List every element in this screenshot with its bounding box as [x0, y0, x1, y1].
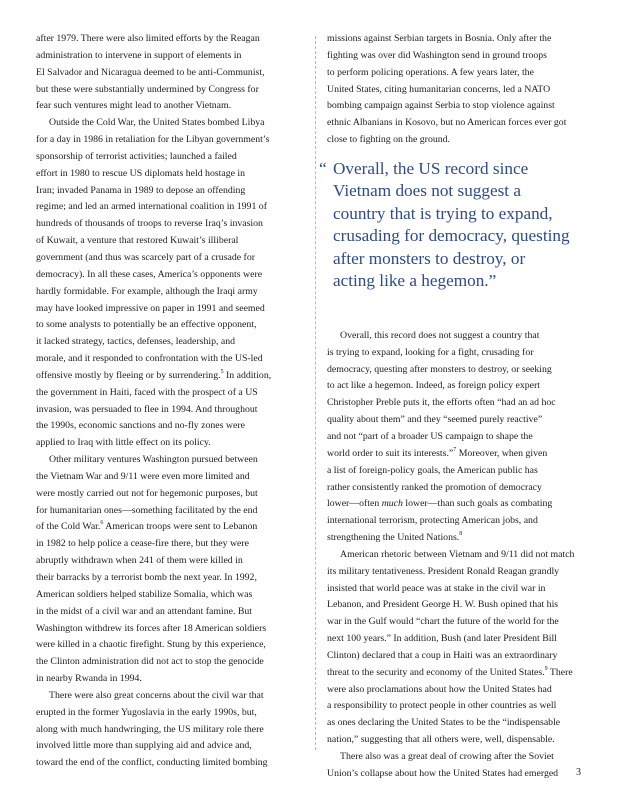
pull-quote-text	[327, 158, 584, 293]
text-line: morale, and it responded to confrontation with the US-led	[36, 353, 263, 365]
footnote-marker: 7	[453, 446, 457, 453]
pull-quote-line: Overall, the US record since	[333, 158, 529, 178]
text-line: to perform policing operations. A few years later, the	[327, 66, 534, 78]
text-line: after 1979. There were also limited efforts by the Reagan	[36, 33, 260, 44]
pull-quote-line: after monsters to destroy, or	[333, 248, 526, 268]
footnote-marker: 5	[220, 368, 224, 375]
text-line: were killed in a chaotic firefight. Stung by this experience,	[36, 639, 266, 651]
text-line: in nearby Rwanda in 1994.	[36, 673, 142, 685]
right-column	[319, 31, 584, 783]
text-line: Washington withdrew its forces after 18 American soldiers	[36, 622, 267, 634]
text-line: sponsorship of terrorist activities; launched a failed	[36, 150, 237, 162]
text-line: nation,” suggesting that all others were, well, dispensable.	[327, 734, 555, 746]
text-line: to act like a hegemon. Indeed, as foreign policy expert	[327, 380, 541, 392]
paragraph	[327, 547, 584, 749]
text-line: insisted that world peace was at stake in the civil war in	[327, 582, 546, 594]
text-line: toward the end of the conflict, conducting limited bombing	[36, 757, 268, 769]
text-line: fighting was over did Washington send in ground troops	[327, 49, 547, 61]
text-line: and not “part of a broader US campaign to shape the	[327, 430, 533, 442]
text-line: may have looked impressive on paper in 1991 and seemed	[36, 302, 265, 314]
text-line: were mostly carried out not for hegemonic purposes, but	[36, 487, 258, 499]
pull-quote	[319, 158, 584, 293]
text-line: the Vietnam War and 9/11 were even more limited and	[36, 470, 250, 482]
text-line: democracy). In all these cases, America’s opponents were	[36, 268, 263, 280]
paragraph	[327, 749, 584, 783]
right-column-bottom-text	[327, 328, 584, 783]
text-line: is trying to expand, looking for a fight, crusading for	[327, 346, 534, 358]
text-line: the government in Haiti, faced with the prospect of a US	[36, 386, 258, 398]
text-line: along with much handwringing, the US military role there	[36, 723, 264, 735]
text-line: There also was a great deal of crowing after the Soviet	[340, 751, 554, 762]
text-line: it lacked strategy, tactics, defenses, leadership, and	[36, 336, 236, 348]
text-line: threat to the security and economy of the United States.$^9$ There	[327, 665, 573, 678]
left-column	[36, 31, 304, 772]
pull-quote-line: crusading for democracy, questing	[333, 226, 570, 246]
text-line: erupted in the former Yugoslavia in the early 1990s, but,	[36, 706, 257, 718]
footnote-marker: 6	[100, 520, 104, 527]
text-line: missions against Serbian targets in Bosnia. Only after the	[327, 33, 552, 44]
text-line: effort in 1980 to rescue US diplomats held hostage in	[36, 167, 246, 179]
text-line: invasion, was persuaded to flee in 1994. And throughout	[36, 403, 258, 415]
text-line: of the Cold War.$^6$ American troops were sent to Lebanon	[36, 520, 258, 533]
pull-quote-open-mark: “	[319, 158, 327, 178]
paragraph	[36, 688, 304, 772]
text-line: Iran; invaded Panama in 1989 to depose an offending	[36, 184, 246, 196]
text-line: but these were substantially undermined by Congress for	[36, 83, 259, 95]
page-number: 3	[576, 767, 581, 778]
text-line: strengthening the United Nations.$^8$	[327, 530, 463, 544]
emphasis: much	[381, 498, 403, 510]
paragraph	[327, 328, 584, 547]
text-line: next 100 years.” In addition, Bush (and later President Bill	[327, 633, 557, 645]
text-line: in 1982 to help police a cease-fire there, but they were	[36, 538, 249, 550]
text-line: to some analysts to potentially be an effective opponent,	[36, 319, 257, 331]
text-line: in the midst of a civil war and an attendant famine. But	[36, 605, 253, 617]
text-line: a list of foreign-policy goals, the American public has	[327, 464, 538, 476]
pull-quote-line: country that is trying to expand,	[333, 203, 553, 223]
text-line: There were also great concerns about the civil war that	[49, 689, 264, 701]
footnote-marker: 9	[544, 665, 548, 672]
text-line: as ones declaring the United States to be the “indispensable	[327, 717, 561, 729]
text-line: the Clinton administration did not act to stop the genocide	[36, 656, 264, 668]
text-line: rather consistently ranked the promotion of democracy	[327, 481, 542, 493]
text-line: Lebanon, and President George H. W. Bush opined that his	[327, 599, 559, 611]
text-line: United States, citing humanitarian concerns, led a NATO	[327, 83, 551, 95]
text-line: Outside the Cold War, the United States bombed Libya	[49, 117, 265, 129]
text-line: fear such ventures might lead to another Vietnam.	[36, 100, 232, 112]
text-line: Clinton) declared that a coup in Haiti was an extraordinary	[327, 649, 558, 661]
text-line: world order to suit its interests.”$^7$ Moreover, when given	[327, 446, 548, 459]
text-line: Other military ventures Washington pursued between	[49, 454, 258, 466]
right-column-top-text	[327, 31, 584, 149]
text-line: bombing campaign against Serbia to stop violence against	[327, 100, 555, 112]
text-line: government (and thus was scarcely part of a crusade for	[36, 251, 255, 263]
text-line: its military tentativeness. President Ronald Reagan grandly	[327, 565, 560, 577]
column-divider	[315, 36, 316, 750]
text-line: for a day in 1986 in retaliation for the Libyan government’s	[36, 134, 270, 146]
text-line: close to fighting on the ground.	[327, 134, 450, 146]
spacer	[327, 293, 584, 328]
text-line: international terrorism, protecting American jobs, and	[327, 515, 538, 527]
pull-quote-line: acting like a hegemon.”	[333, 271, 497, 291]
text-line: were also proclamations about how the United States had	[327, 683, 552, 695]
text-line: abruptly withdrawn when 241 of them were killed in	[36, 555, 243, 567]
text-line: of Kuwait, a venture that restored Kuwait’s illiberal	[36, 235, 239, 247]
text-line: a responsibility to protect people in other countries as well	[327, 700, 557, 712]
text-line: democracy, questing after monsters to destroy, or seeking	[327, 363, 552, 375]
text-line: Overall, this record does not suggest a country that	[340, 329, 540, 341]
text-line: for humanitarian ones—something facilitated by the end	[36, 504, 258, 516]
text-line: El Salvador and Nicaragua deemed to be anti-Communist,	[36, 66, 265, 78]
text-line: offensive mostly by fleeing or by surrendering.$^5$ In addition,	[36, 368, 272, 381]
text-line: hundreds of thousands of troops to reverse Iraq’s invasion	[36, 218, 263, 230]
text-line: their barracks by a terrorist bomb the next year. In 1992,	[36, 572, 257, 583]
text-line: regime; and led an armed international coalition in 1991 of	[36, 201, 267, 213]
paragraph	[36, 115, 304, 452]
footnote-marker: 8	[459, 530, 463, 537]
paragraph	[36, 452, 304, 688]
paragraph	[36, 31, 304, 115]
text-line: Union’s collapse about how the United States had emerged	[327, 767, 559, 779]
text-line: hardly formidable. For example, although the Iraqi army	[36, 285, 258, 297]
text-line: the 1990s, economic sanctions and no-fly zones were	[36, 420, 245, 432]
text-line: ethnic Albanians in Kosovo, but no American forces ever got	[327, 117, 567, 129]
text-line: applied to Iraq with little effect on its policy.	[36, 437, 211, 449]
text-line: Christopher Preble puts it, the efforts often “had an ad hoc	[327, 397, 556, 409]
text-line: war in the Gulf would “chart the future of the world for the	[327, 616, 559, 628]
text-line: American soldiers helped stabilize Somalia, which was	[36, 588, 253, 600]
text-line: quality about them” and they “seemed purely reactive”	[327, 414, 543, 426]
text-line: involved little more than supplying aid and advice and,	[36, 740, 252, 752]
pull-quote-line: Vietnam does not suggest a	[333, 181, 521, 201]
text-line: administration to intervene in support of elements in	[36, 49, 242, 61]
text-line: lower—often much lower—than such goals as combating	[327, 498, 553, 510]
text-line: American rhetoric between Vietnam and 9/11 did not match	[340, 548, 575, 560]
paragraph	[327, 31, 584, 149]
